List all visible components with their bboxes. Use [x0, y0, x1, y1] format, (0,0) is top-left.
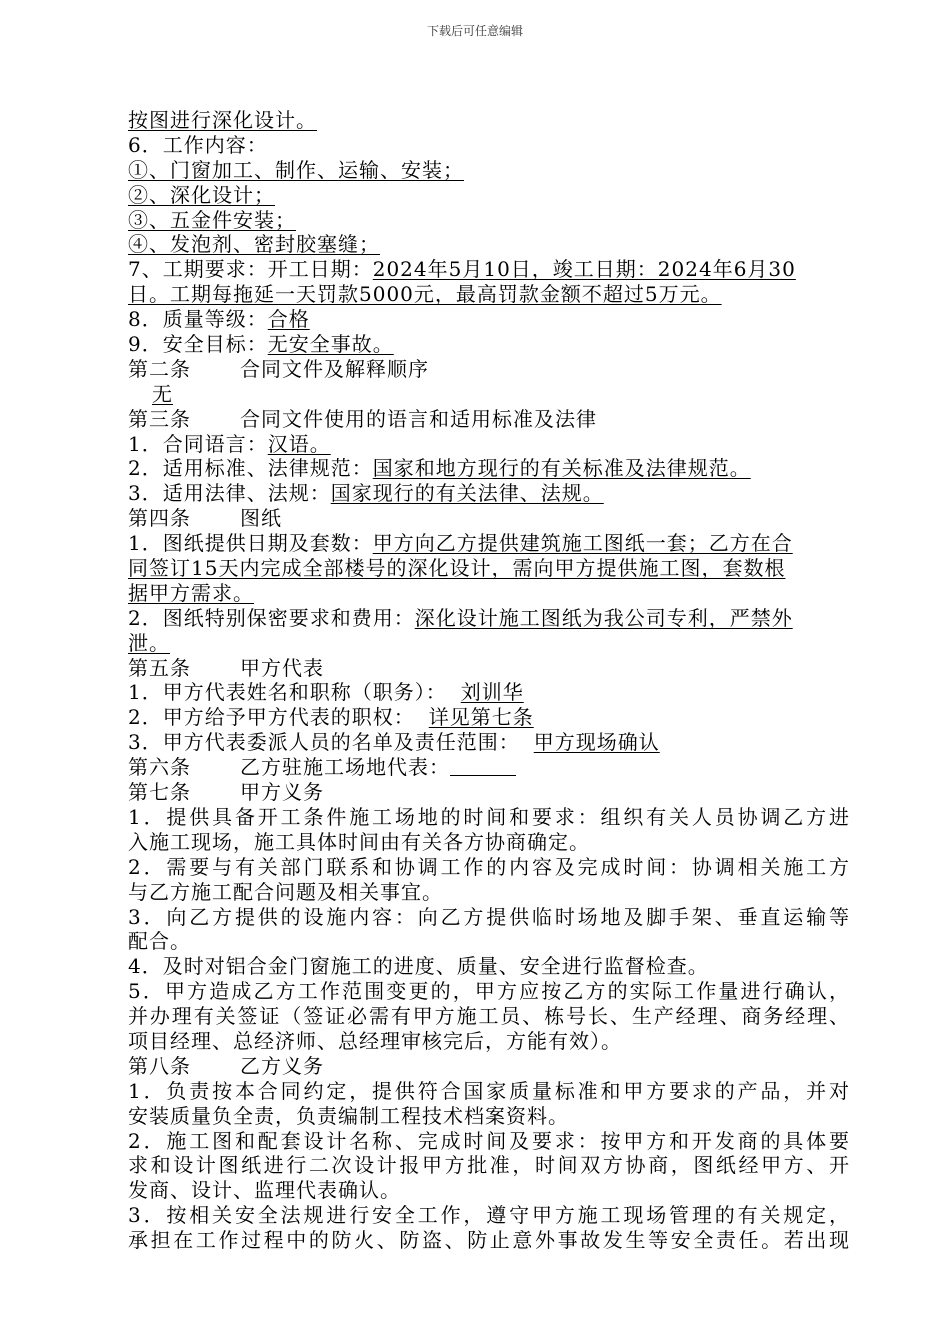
- quality-line: 8．质量等级：合格: [128, 307, 310, 332]
- text-line: 1．负责按本合同约定，提供符合国家质量标准和甲方要求的产品，并对: [128, 1078, 850, 1103]
- text-line: 泄。: [128, 630, 170, 655]
- contract-body: [128, 108, 850, 1253]
- text-line: 2．适用标准、法律规范：国家和地方现行的有关标准及法律规范。: [128, 456, 751, 481]
- text-line: 2．图纸特别保密要求和费用：深化设计施工图纸为我公司专利，严禁外: [128, 605, 793, 630]
- text-line: 2．甲方给予甲方代表的职权： 详见第七条: [128, 705, 534, 730]
- article-heading: 第八条 乙方义务: [128, 1053, 324, 1078]
- text-line: 承担在工作过程中的防火、防盗、防止意外事故发生等安全责任。若出现: [128, 1228, 850, 1253]
- text-line: 1．甲方代表姓名和职称（职务）： 刘训华: [128, 680, 524, 705]
- text-line: 2．施工图和配套设计名称、完成时间及要求：按甲方和开发商的具体要: [128, 1128, 850, 1153]
- text-line: 入施工现场，施工具体时间由有关各方协商确定。: [128, 829, 590, 854]
- text-line: 同签订15天内完成全部楼号的深化设计，需向甲方提供施工图，套数根: [128, 556, 786, 581]
- text-line: 1．图纸提供日期及套数：甲方向乙方提供建筑施工图纸一套；乙方在合: [128, 531, 793, 556]
- text-line: 1．合同语言：汉语。: [128, 431, 331, 456]
- text-line: 求和设计图纸进行二次设计报甲方批准，时间双方协商，图纸经甲方、开: [128, 1153, 850, 1178]
- list-item: ③、五金件安装；: [128, 207, 296, 232]
- text-line: 配合。: [128, 929, 191, 954]
- page-header: 下载后可任意编辑: [426, 24, 523, 38]
- list-item: ②、深化设计；: [128, 182, 275, 207]
- article-heading: 第二条 合同文件及解释顺序: [128, 356, 429, 381]
- text-line: 发商、设计、监理代表确认。: [128, 1178, 401, 1203]
- list-item: ①、门窗加工、制作、运输、安装；: [128, 157, 464, 182]
- article-heading: 第四条 图纸: [128, 506, 282, 531]
- text-line: 3．向乙方提供的设施内容：向乙方提供临时场地及脚手架、垂直运输等: [128, 904, 850, 929]
- text-line: 5．甲方造成乙方工作范围变更的，甲方应按乙方的实际工作量进行确认，: [128, 979, 850, 1004]
- list-item: ④、发泡剂、密封胶塞缝；: [128, 232, 380, 257]
- blank-field: [450, 757, 516, 776]
- filled-value: 按图进行深化设计。: [128, 108, 317, 132]
- text-line: 并办理有关签证（签证必需有甲方施工员、栋号长、生产经理、商务经理、: [128, 1004, 850, 1029]
- item-heading: 6．工作内容：: [128, 132, 268, 157]
- text-line: 安装质量负全责，负责编制工程技术档案资料。: [128, 1103, 569, 1128]
- article-heading: 第五条 甲方代表: [128, 655, 324, 680]
- article-heading: 第三条 合同文件使用的语言和适用标准及法律: [128, 406, 597, 431]
- text-line: 3．适用法律、法规：国家现行的有关法律、法规。: [128, 481, 604, 506]
- text-line: [128, 108, 850, 133]
- text-line: 无: [152, 381, 173, 406]
- article-heading: 第七条 甲方义务: [128, 780, 324, 805]
- text-line: 3．甲方代表委派人员的名单及责任范围： 甲方现场确认: [128, 730, 660, 755]
- text-line: 2．需要与有关部门联系和协调工作的内容及完成时间：协调相关施工方: [128, 854, 850, 879]
- text-line: 3．按相关安全法规进行安全工作，遵守甲方施工现场管理的有关规定，: [128, 1203, 850, 1228]
- text-line: 项目经理、总经济师、总经理审核完后，方能有效）。: [128, 1028, 622, 1053]
- text-line: 据甲方需求。: [128, 580, 254, 605]
- article-heading: 第六条 乙方驻施工场地代表：: [128, 755, 850, 780]
- text-line: 与乙方施工配合问题及相关事宜。: [128, 879, 443, 904]
- safety-line: 9．安全目标：无安全事故。: [128, 332, 394, 357]
- schedule-line: 7、工期要求：开工日期：2024年5月10日，竣工日期：2024年6月30: [128, 257, 796, 282]
- text-line: 1．提供具备开工条件施工场地的时间和要求：组织有关人员协调乙方进: [128, 804, 850, 829]
- text-line: 4．及时对铝合金门窗施工的进度、质量、安全进行监督检查。: [128, 954, 709, 979]
- schedule-line: 日。工期每拖延一天罚款5000元，最高罚款金额不超过5万元。: [128, 282, 722, 307]
